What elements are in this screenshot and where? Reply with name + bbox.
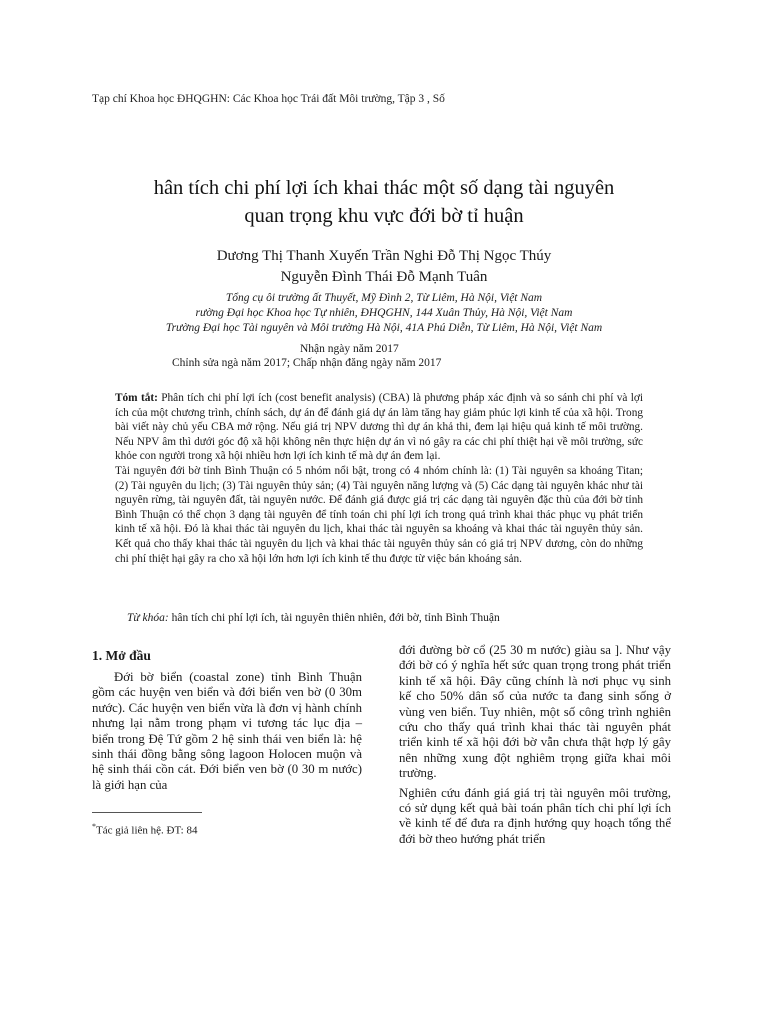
footnote [92,822,197,837]
abstract [115,391,643,566]
abstract-label: Tóm tắt: [115,392,158,404]
right-column-paragraph-1: đới đường bờ cổ (25 30 m nước) giàu sa ]. Như vậy đới bờ có ý nghĩa hết sức quan trọng trong phát triển kinh tế xã hội. Đây cũng chính là nơi phục vụ sinh kế cho 50% dân số của nước ta đang sinh sống ở vùng ven biển. Tuy nhiên, một số công trình nghiên cứu cho thấy quá trình khai thác tài nguyên phát triển kinh tế xã hội đới bờ vẫn chưa thật hợp lý gây nên những xung đột nghiêm trọng giữa khai môi trường. [399,643,671,781]
right-column-paragraph-2: Nghiên cứu đánh giá giá trị tài nguyên môi trường, có sử dụng kết quả bài toán phân tích chi phí lợi ích về kinh tế để đưa ra định hướng quy hoạch tổng thể đới bờ theo hướng phát triển [399,785,671,846]
received-date: Nhận ngày năm 2017 [300,343,399,355]
affiliation-2: rường Đại học Khoa học Tự nhiên, ĐHQGHN, 144 Xuân Thủy, Hà Nội, Việt Nam [195,307,573,319]
journal-header: Tạp chí Khoa học ĐHQGHN: Các Khoa học Trái đất Môi trường, Tập 3 , Số [92,93,445,105]
affiliation-1: Tổng cụ ôi trường ất Thuyết, Mỹ Đình 2, Từ Liêm, Hà Nội, Việt Nam [225,292,543,304]
left-column-paragraph: Đới bờ biển (coastal zone) tỉnh Bình Thuận gồm các huyện ven biển và đới biển ven bờ (0 30m nước). Các huyện ven biển vừa là đơn vị hành chính nhưng lại nằm trong phạm vi tương tác lục địa – biển trong Đệ Tứ gồm 2 hệ sinh thái ven biển là: hệ sinh thái đồng bằng sông lagoon Holocen muộn và hệ sinh thái cồn cát. Đới biển ven bờ (0 30 m nước) là giới hạn của [92,670,362,792]
paper-title-line-1: hân tích chi phí lợi ích khai thác một số dạng tài nguyên [153,177,615,199]
section-heading: 1. Mở đầu [92,648,151,663]
abstract-paragraph-2: Tài nguyên đới bờ tỉnh Bình Thuận có 5 nhóm nổi bật, trong có 4 nhóm chính là: (1) Tài nguyên sa khoáng Titan; (2) Tài nguyên du lịch; (3) Tài nguyên thủy sản; (4) Tài nguyên năng lượng và (5) Các dạng tài nguyên khác như tài nguyên rừng, tài nguyên đất, tài nguyên nước. Để đánh giá được giá trị các dạng tài nguyên đặc thù của đới bờ tỉnh Bình Thuận có thể chọn 3 dạng tài nguyên để tính toán chi phí lợi ích trong quá trình khai thác phục vụ phát triển kinh tế xã hội. Đó là khai thác tài nguyên du lịch, khai thác tài nguyên sa khoáng và khai thác tài nguyên thủy sản. Kết quả cho thấy khai thác tài nguyên du lịch và khai thác tài nguyên thủy sản có giá trị NPV dương, còn do những chi phí thiệt hại gây ra cho xã hội lớn hơn lợi ích kinh tế thu được từ việc bán khoáng sản. [115,464,643,565]
keywords-label: Từ khóa: [127,612,169,624]
left-column [92,670,362,793]
right-column [399,643,671,847]
abstract-text-1: Phân tích chi phí lợi ích (cost benefit analysis) (CBA) là phương pháp xác định và so sánh chi phí và lợi ích của một chương trình, chính sách, dự án để đánh giá dự án làm tăng hay giảm phúc lợi kinh tế của xã hội. Trong bài viết này chủ yếu CBA mở rộng. Nếu giá trị NPV dương thì dự án khả thi, đem lại hiệu quả kinh tế môi trường. Nếu NPV âm thì dưới góc độ xã hội không nên thực hiện dự án vì nó gây ra các chi phí thiệt hại về môi trường, sức khỏe con người trong xã hội nhiều hơn lợi ích kinh tế mà dự án đem lại. [115,392,643,463]
keywords-text: hân tích chi phí lợi ích, tài nguyên thiên nhiên, đới bờ, tỉnh Bình Thuận [168,612,500,624]
abstract-paragraph-1 [115,391,643,464]
keywords [127,612,500,624]
footnote-divider [92,812,202,813]
author-line-1: Dương Thị Thanh Xuyến Trần Nghi Đỗ Thị Ngọc Thúy [216,248,552,264]
affiliation-3: Trường Đại học Tài nguyên và Môi trường Hà Nội, 41A Phú Diễn, Từ Liêm, Hà Nội, Việt Nam [165,322,603,334]
paper-title-line-2: quan trọng khu vực đới bờ tỉ huận [244,205,524,227]
revised-accepted-date: Chỉnh sửa ngà năm 2017; Chấp nhận đăng ngày năm 2017 [172,357,442,369]
author-line-2: Nguyễn Đình Thái Đỗ Mạnh Tuân [280,269,488,285]
footnote-text: Tác giả liên hệ. ĐT: 84 [96,824,198,837]
footnote-mark: * [92,822,96,831]
